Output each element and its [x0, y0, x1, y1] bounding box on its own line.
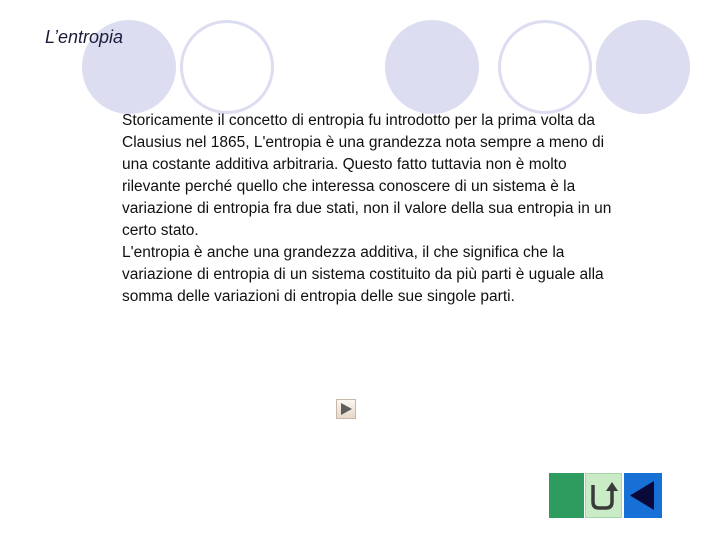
back-button[interactable] — [624, 473, 662, 518]
decor-circle-filled-3 — [596, 20, 690, 114]
decor-circle-filled-2 — [385, 20, 479, 114]
nav-green-button[interactable] — [549, 473, 584, 518]
back-triangle-icon — [624, 473, 662, 518]
body-paragraph-1: Storicamente il concetto di entropia fu introdotto per la prima volta da Clausius nel 1865, L'entropia è una grandezza nota sempre a meno di una costante additiva arbitraria. Questo fatto tuttavia non è molto rilevante perché quello che interessa conoscere di un sistema è la variazione di entropia fra due stati, non il valore della sua entropia in un certo stato. — [122, 112, 612, 239]
return-button[interactable] — [585, 473, 622, 518]
slide-title: L’entropia — [45, 27, 124, 47]
return-arrow-icon — [586, 474, 621, 517]
decor-circle-outlined-1 — [180, 20, 274, 114]
decor-circle-outlined-2 — [498, 20, 592, 114]
slide-body — [122, 110, 612, 308]
play-icon — [337, 400, 355, 418]
play-button[interactable] — [336, 399, 356, 419]
body-paragraph-2: L'entropia è anche una grandezza additiva, il che significa che la variazione di entropia di un sistema costituito da più parti è uguale alla somma delle variazioni di entropia delle sue singole parti. — [122, 244, 604, 305]
